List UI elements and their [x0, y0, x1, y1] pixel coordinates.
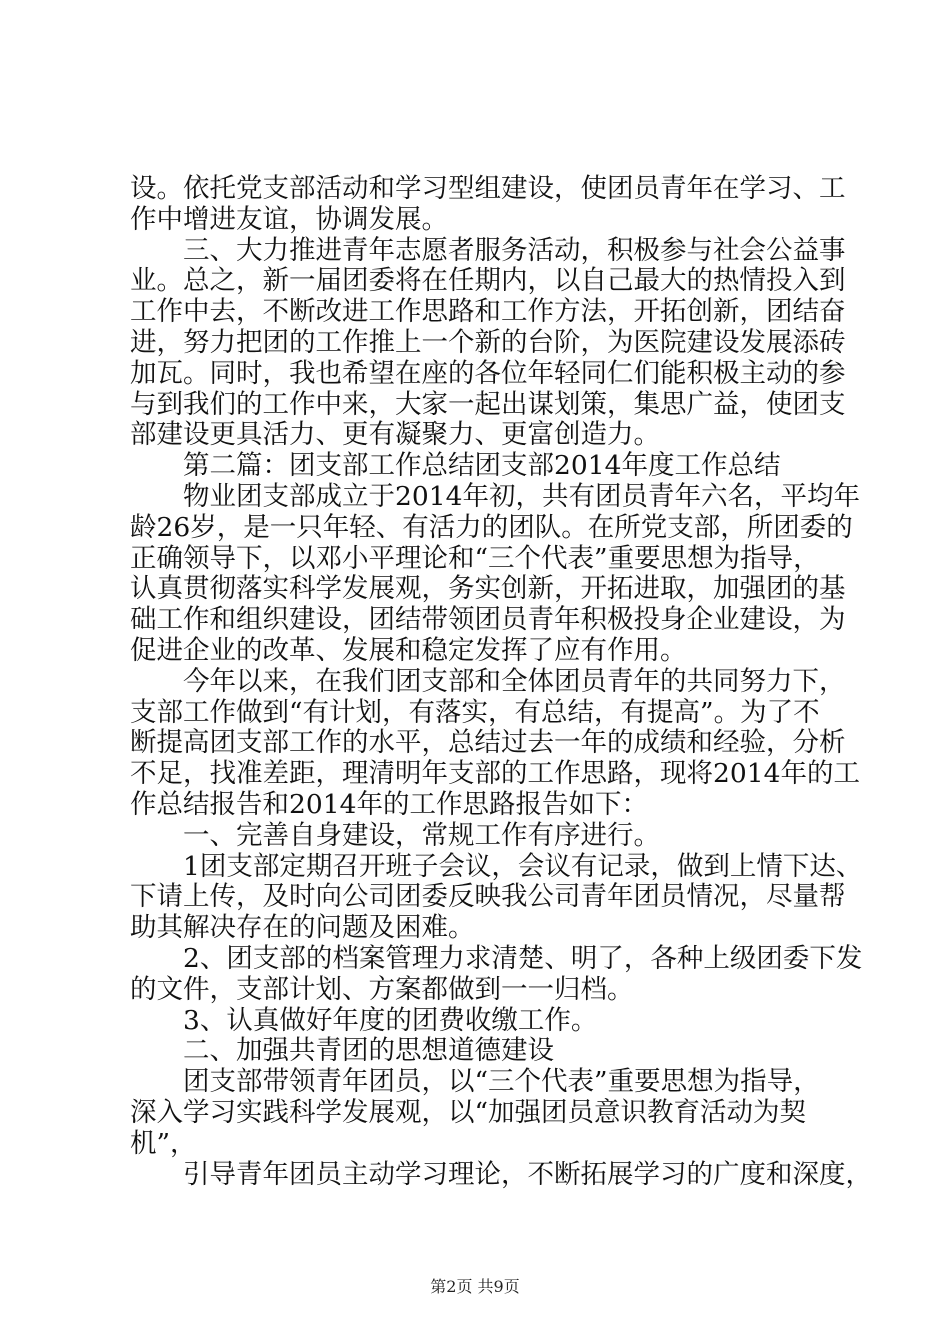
section-heading: 第二篇：团支部工作总结团支部2014年度工作总结 — [130, 450, 781, 482]
text-line: 一、完善自身建设，常规工作有序进行。 — [130, 819, 660, 851]
text-line: 龄26岁，是一只年轻、有活力的团队。在所党支部，所团委的 — [130, 511, 853, 543]
text-line: 与到我们的工作中来，大家一起出谋划策，集思广益，使团支 — [130, 388, 846, 420]
text-line: 工作中去，不断改进工作思路和工作方法，开拓创新，团结奋 — [130, 296, 846, 328]
text-line: 业。总之，新一届团委将在任期内，以自己最大的热情投入到 — [130, 265, 846, 297]
text-line: 加瓦。同时，我也希望在座的各位年轻同仁们能积极主动的参 — [130, 357, 846, 389]
text-line: 础工作和组织建设，团结带领团员青年积极投身企业建设，为 — [130, 604, 846, 636]
text-line: 促进企业的改革、发展和稳定发挥了应有作用。 — [130, 634, 687, 666]
text-line: 正确领导下，以邓小平理论和“三个代表”重要思想为指导， — [130, 542, 820, 574]
text-line: 支部工作做到“有计划，有落实，有总结，有提高”。为了不 — [130, 696, 820, 728]
text-line: 深入学习实践科学发展观，以“加强团员意识教育活动为契 — [130, 1096, 807, 1128]
text-line: 进，努力把团的工作推上一个新的台阶，为医院建设发展添砖 — [130, 326, 846, 358]
text-line: 3、认真做好年度的团费收缴工作。 — [130, 1004, 598, 1036]
text-line: 1团支部定期召开班子会议，会议有记录，做到上情下达、 — [130, 850, 863, 882]
text-line: 不足，找准差距，理清明年支部的工作思路，现将2014年的工 — [130, 758, 860, 790]
text-line: 助其解决存在的问题及困难。 — [130, 912, 475, 944]
text-line: 下请上传，及时向公司团委反映我公司青年团员情况，尽量帮 — [130, 881, 846, 913]
text-line: 的文件，支部计划、方案都做到一一归档。 — [130, 973, 634, 1005]
text-line: 认真贯彻落实科学发展观，务实创新，开拓进取，加强团的基 — [130, 573, 846, 605]
text-line: 作总结报告和2014年的工作思路报告如下： — [130, 788, 648, 820]
page-number-footer: 第2页 共9页 — [430, 1277, 520, 1296]
text-line: 三、大力推进青年志愿者服务活动，积极参与社会公益事 — [130, 234, 846, 266]
text-line: 机”， — [130, 1127, 197, 1159]
text-line: 部建设更具活力、更有凝聚力、更富创造力。 — [130, 419, 660, 451]
document-body — [130, 173, 872, 1190]
text-line: 2、团支部的档案管理力求清楚、明了，各种上级团委下发 — [130, 942, 863, 974]
text-line: 引导青年团员主动学习理论，不断拓展学习的广度和深度， — [130, 1158, 872, 1190]
text-line: 今年以来，在我们团支部和全体团员青年的共同努力下， — [130, 665, 846, 697]
text-line: 断提高团支部工作的水平，总结过去一年的成绩和经验，分析 — [130, 727, 846, 759]
text-line: 二、加强共青团的思想道德建设 — [130, 1035, 554, 1067]
text-line: 作中增进友谊，协调发展。 — [130, 203, 448, 235]
text-line: 物业团支部成立于2014年初，共有团员青年六名，平均年 — [130, 480, 860, 512]
text-line: 团支部带领青年团员，以“三个代表”重要思想为指导， — [130, 1066, 820, 1098]
text-line: 设。依托党支部活动和学习型组建设，使团员青年在学习、工 — [130, 173, 846, 204]
